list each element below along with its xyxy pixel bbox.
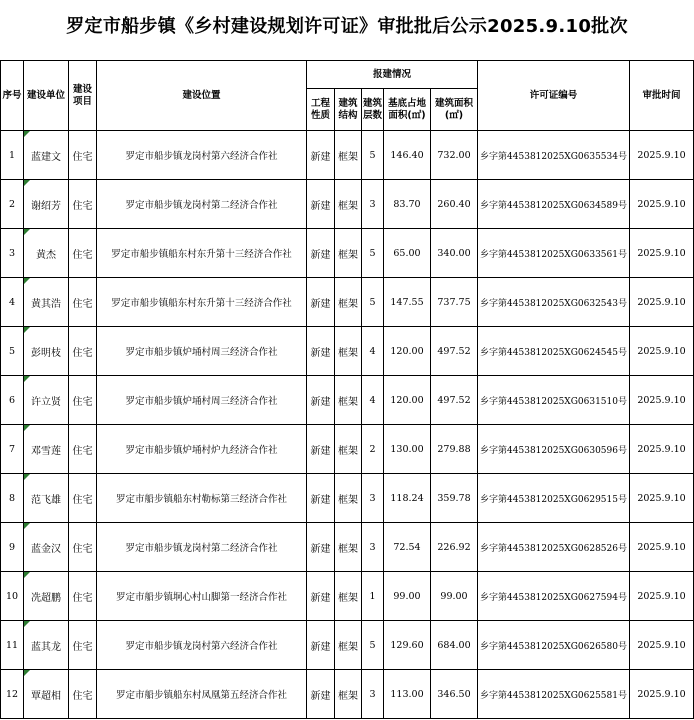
header-nature: 工程性质 xyxy=(307,89,335,131)
cell-floors: 1 xyxy=(362,572,384,621)
cell-seq: 7 xyxy=(1,425,24,474)
cell-location: 罗定市船步镇炉埇村炉九经济合作社 xyxy=(97,425,307,474)
cell-project: 住宅 xyxy=(69,376,97,425)
cell-nature: 新建 xyxy=(307,180,335,229)
cell-floors: 2 xyxy=(362,425,384,474)
cell-structure: 框架 xyxy=(335,425,362,474)
cell-structure: 框架 xyxy=(335,229,362,278)
cell-date: 2025.9.10 xyxy=(630,670,694,719)
header-group: 报建情况 xyxy=(307,61,478,89)
cell-floors: 3 xyxy=(362,670,384,719)
cell-unit: 谢绍芳 xyxy=(24,180,69,229)
cell-nature: 新建 xyxy=(307,523,335,572)
cell-permit: 乡字第4453812025XG0625581号 xyxy=(478,670,630,719)
cell-date: 2025.9.10 xyxy=(630,474,694,523)
cell-structure: 框架 xyxy=(335,180,362,229)
cell-seq: 8 xyxy=(1,474,24,523)
cell-permit: 乡字第4453812025XG0626580号 xyxy=(478,621,630,670)
cell-floors: 3 xyxy=(362,523,384,572)
cell-base-area: 129.60 xyxy=(384,621,431,670)
table-row xyxy=(1,376,694,425)
cell-location: 罗定市船步镇垌心村山脚第一经济合作社 xyxy=(97,572,307,621)
cell-date: 2025.9.10 xyxy=(630,376,694,425)
cell-nature: 新建 xyxy=(307,572,335,621)
cell-floors: 3 xyxy=(362,180,384,229)
cell-location: 罗定市船步镇船东村东升第十三经济合作社 xyxy=(97,278,307,327)
cell-floors: 5 xyxy=(362,278,384,327)
cell-location: 罗定市船步镇龙岗村第二经济合作社 xyxy=(97,523,307,572)
cell-floor-area: 340.00 xyxy=(431,229,478,278)
cell-structure: 框架 xyxy=(335,131,362,180)
cell-seq: 11 xyxy=(1,621,24,670)
cell-location: 罗定市船步镇炉埇村周三经济合作社 xyxy=(97,376,307,425)
permit-table xyxy=(0,60,694,719)
cell-project: 住宅 xyxy=(69,180,97,229)
cell-floor-area: 737.75 xyxy=(431,278,478,327)
header-floor-area: 建筑面积(㎡) xyxy=(431,89,478,131)
cell-date: 2025.9.10 xyxy=(630,327,694,376)
cell-nature: 新建 xyxy=(307,376,335,425)
table-row xyxy=(1,425,694,474)
cell-seq: 4 xyxy=(1,278,24,327)
cell-base-area: 120.00 xyxy=(384,376,431,425)
table-row xyxy=(1,327,694,376)
cell-floor-area: 497.52 xyxy=(431,376,478,425)
cell-date: 2025.9.10 xyxy=(630,621,694,670)
table-row xyxy=(1,180,694,229)
header-date: 审批时间 xyxy=(630,61,694,131)
cell-project: 住宅 xyxy=(69,229,97,278)
cell-nature: 新建 xyxy=(307,425,335,474)
cell-floors: 5 xyxy=(362,131,384,180)
cell-date: 2025.9.10 xyxy=(630,131,694,180)
cell-permit: 乡字第4453812025XG0633561号 xyxy=(478,229,630,278)
cell-structure: 框架 xyxy=(335,376,362,425)
header-seq: 序号 xyxy=(1,61,24,131)
cell-permit: 乡字第4453812025XG0627594号 xyxy=(478,572,630,621)
cell-floors: 3 xyxy=(362,474,384,523)
table-row xyxy=(1,523,694,572)
cell-unit: 蓝金汉 xyxy=(24,523,69,572)
cell-structure: 框架 xyxy=(335,621,362,670)
cell-structure: 框架 xyxy=(335,670,362,719)
cell-floor-area: 684.00 xyxy=(431,621,478,670)
cell-permit: 乡字第4453812025XG0630596号 xyxy=(478,425,630,474)
cell-floors: 4 xyxy=(362,376,384,425)
cell-unit: 蓝建文 xyxy=(24,131,69,180)
cell-floor-area: 359.78 xyxy=(431,474,478,523)
cell-unit: 范飞雄 xyxy=(24,474,69,523)
cell-nature: 新建 xyxy=(307,278,335,327)
cell-permit: 乡字第4453812025XG0632543号 xyxy=(478,278,630,327)
cell-project: 住宅 xyxy=(69,425,97,474)
cell-permit: 乡字第4453812025XG0634589号 xyxy=(478,180,630,229)
table-row xyxy=(1,229,694,278)
cell-unit: 许立贤 xyxy=(24,376,69,425)
cell-structure: 框架 xyxy=(335,327,362,376)
header-permit: 许可证编号 xyxy=(478,61,630,131)
cell-seq: 2 xyxy=(1,180,24,229)
cell-seq: 5 xyxy=(1,327,24,376)
cell-unit: 黄其浩 xyxy=(24,278,69,327)
cell-location: 罗定市船步镇炉埇村周三经济合作社 xyxy=(97,327,307,376)
cell-project: 住宅 xyxy=(69,523,97,572)
header-project: 建设项目 xyxy=(69,61,97,131)
cell-nature: 新建 xyxy=(307,229,335,278)
cell-seq: 12 xyxy=(1,670,24,719)
cell-nature: 新建 xyxy=(307,621,335,670)
table-row xyxy=(1,278,694,327)
cell-nature: 新建 xyxy=(307,131,335,180)
header-floors: 建筑层数 xyxy=(362,89,384,131)
cell-date: 2025.9.10 xyxy=(630,229,694,278)
cell-project: 住宅 xyxy=(69,474,97,523)
cell-floor-area: 226.92 xyxy=(431,523,478,572)
cell-base-area: 147.55 xyxy=(384,278,431,327)
cell-location: 罗定市船步镇船东村凤凰第五经济合作社 xyxy=(97,670,307,719)
cell-unit: 蓝其龙 xyxy=(24,621,69,670)
cell-floor-area: 99.00 xyxy=(431,572,478,621)
table-row xyxy=(1,621,694,670)
cell-date: 2025.9.10 xyxy=(630,572,694,621)
cell-permit: 乡字第4453812025XG0635534号 xyxy=(478,131,630,180)
cell-location: 罗定市船步镇船东村东升第十三经济合作社 xyxy=(97,229,307,278)
cell-unit: 邓雪莲 xyxy=(24,425,69,474)
cell-unit: 冼超鹏 xyxy=(24,572,69,621)
cell-location: 罗定市船步镇龙岗村第六经济合作社 xyxy=(97,131,307,180)
cell-date: 2025.9.10 xyxy=(630,523,694,572)
header-base-area: 基底占地面积(㎡) xyxy=(384,89,431,131)
cell-project: 住宅 xyxy=(69,572,97,621)
cell-base-area: 120.00 xyxy=(384,327,431,376)
cell-nature: 新建 xyxy=(307,670,335,719)
header-structure: 建筑结构 xyxy=(335,89,362,131)
cell-date: 2025.9.10 xyxy=(630,278,694,327)
cell-floor-area: 346.50 xyxy=(431,670,478,719)
page-title: 罗定市船步镇《乡村建设规划许可证》审批批后公示2025.9.10批次 xyxy=(66,16,628,37)
cell-project: 住宅 xyxy=(69,670,97,719)
cell-seq: 10 xyxy=(1,572,24,621)
table-row xyxy=(1,572,694,621)
cell-date: 2025.9.10 xyxy=(630,180,694,229)
cell-base-area: 83.70 xyxy=(384,180,431,229)
cell-project: 住宅 xyxy=(69,621,97,670)
cell-floors: 4 xyxy=(362,327,384,376)
cell-floor-area: 279.88 xyxy=(431,425,478,474)
cell-location: 罗定市船步镇船东村勒标第三经济合作社 xyxy=(97,474,307,523)
cell-permit: 乡字第4453812025XG0624545号 xyxy=(478,327,630,376)
cell-base-area: 99.00 xyxy=(384,572,431,621)
table-row xyxy=(1,131,694,180)
cell-project: 住宅 xyxy=(69,278,97,327)
cell-permit: 乡字第4453812025XG0628526号 xyxy=(478,523,630,572)
cell-unit: 彭明枝 xyxy=(24,327,69,376)
cell-seq: 3 xyxy=(1,229,24,278)
cell-structure: 框架 xyxy=(335,278,362,327)
table-row xyxy=(1,670,694,719)
cell-nature: 新建 xyxy=(307,474,335,523)
cell-project: 住宅 xyxy=(69,327,97,376)
cell-seq: 9 xyxy=(1,523,24,572)
cell-seq: 1 xyxy=(1,131,24,180)
table-row xyxy=(1,474,694,523)
cell-floor-area: 732.00 xyxy=(431,131,478,180)
cell-floors: 5 xyxy=(362,621,384,670)
cell-floors: 5 xyxy=(362,229,384,278)
header-location: 建设位置 xyxy=(97,61,307,131)
cell-unit: 黄杰 xyxy=(24,229,69,278)
cell-base-area: 65.00 xyxy=(384,229,431,278)
cell-base-area: 113.00 xyxy=(384,670,431,719)
cell-permit: 乡字第4453812025XG0629515号 xyxy=(478,474,630,523)
cell-base-area: 118.24 xyxy=(384,474,431,523)
cell-location: 罗定市船步镇龙岗村第二经济合作社 xyxy=(97,180,307,229)
cell-location: 罗定市船步镇龙岗村第六经济合作社 xyxy=(97,621,307,670)
header-unit: 建设单位 xyxy=(24,61,69,131)
cell-structure: 框架 xyxy=(335,523,362,572)
cell-base-area: 146.40 xyxy=(384,131,431,180)
cell-floor-area: 260.40 xyxy=(431,180,478,229)
cell-base-area: 72.54 xyxy=(384,523,431,572)
cell-seq: 6 xyxy=(1,376,24,425)
cell-nature: 新建 xyxy=(307,327,335,376)
cell-structure: 框架 xyxy=(335,474,362,523)
cell-permit: 乡字第4453812025XG0631510号 xyxy=(478,376,630,425)
cell-floor-area: 497.52 xyxy=(431,327,478,376)
cell-project: 住宅 xyxy=(69,131,97,180)
cell-base-area: 130.00 xyxy=(384,425,431,474)
cell-unit: 覃超相 xyxy=(24,670,69,719)
cell-date: 2025.9.10 xyxy=(630,425,694,474)
cell-structure: 框架 xyxy=(335,572,362,621)
